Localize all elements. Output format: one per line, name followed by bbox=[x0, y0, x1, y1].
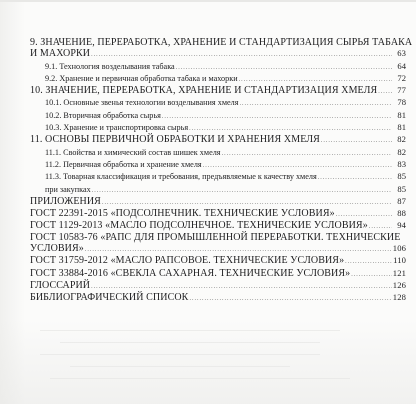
toc-leader-dots bbox=[239, 74, 392, 85]
toc-entry-title: ПРИЛОЖЕНИЯ bbox=[30, 195, 101, 207]
toc-entry-page: 64 bbox=[397, 60, 406, 71]
toc-leader-dots bbox=[351, 269, 392, 280]
toc-entry-gost-10583 bbox=[30, 233, 406, 243]
toc-entry-gost-33884 bbox=[30, 268, 406, 280]
toc-entry-title: ГОСТ 22391-2015 «ПОДСОЛНЕЧНИК. ТЕХНИЧЕСКИЕ УСЛОВИЯ» bbox=[30, 208, 335, 220]
toc-entry-page: 63 bbox=[397, 48, 406, 59]
toc-entry-title: 10. ЗНАЧЕНИЕ, ПЕРЕРАБОТКА, ХРАНЕНИЕ И СТАНДАРТИЗАЦИЯ ХМЕЛЯ bbox=[30, 85, 378, 97]
toc-entry-title: И МАХОРКИ bbox=[30, 48, 91, 60]
toc-entry-gost-10583-cont bbox=[30, 243, 406, 255]
toc-entry-10-1 bbox=[30, 97, 406, 109]
toc-entry-11-3-cont bbox=[30, 184, 406, 196]
toc-entry-page: 126 bbox=[392, 279, 406, 290]
toc-leader-dots bbox=[318, 172, 392, 183]
toc-entry-title: ГОСТ 10583-76 «РАПС ДЛЯ ПРОМЫШЛЕННОЙ ПЕРЕРАБОТКИ. ТЕХНИЧЕСКИЕ bbox=[30, 231, 401, 243]
toc-entry-title: 11. ОСНОВЫ ПЕРВИЧНОЙ ОБРАБОТКИ И ХРАНЕНИЯ ХМЕЛЯ bbox=[30, 134, 320, 146]
toc-entry-11-1 bbox=[30, 147, 406, 159]
toc-entry-page: 81 bbox=[397, 109, 406, 120]
toc-entry-page: 83 bbox=[397, 158, 406, 169]
toc-leader-dots bbox=[240, 98, 392, 109]
toc-leader-dots bbox=[91, 281, 392, 292]
toc-entry-title: 11.1. Свойства и химический состав шишек хмеля bbox=[45, 147, 221, 157]
toc-entry-9-cont bbox=[30, 48, 406, 60]
toc-entry-gost-1129 bbox=[30, 220, 406, 232]
toc-entry-title: 10.2. Вторичная обработка сырья bbox=[45, 110, 161, 120]
toc-leader-dots bbox=[321, 135, 392, 146]
toc-entry-title: 9. ЗНАЧЕНИЕ, ПЕРЕРАБОТКА, ХРАНЕНИЕ И СТАНДАРТИЗАЦИЯ СЫРЬЯ ТАБАКА bbox=[30, 37, 413, 48]
toc-entry-page: 110 bbox=[393, 255, 406, 266]
toc-leader-dots bbox=[222, 148, 392, 159]
toc-entry-title: ГОСТ 33884-2016 «СВЕКЛА САХАРНАЯ. ТЕХНИЧЕСКИЕ УСЛОВИЯ» bbox=[30, 267, 351, 279]
toc-entry-title: 11.2. Первичная обработка и хранение хмеля bbox=[45, 159, 202, 169]
toc-entry-page: 87 bbox=[397, 195, 406, 206]
toc-entry-page: 77 bbox=[397, 85, 406, 96]
toc-entry-page: 106 bbox=[392, 243, 406, 254]
toc-entry-11-2 bbox=[30, 159, 406, 171]
page-bottom-shadow bbox=[0, 320, 416, 404]
toc-entry-11 bbox=[30, 134, 406, 146]
toc-entry-page: 121 bbox=[392, 267, 406, 278]
toc-entry-appendices bbox=[30, 196, 406, 208]
toc-entry-9-1 bbox=[30, 61, 406, 73]
toc-entry-title: при закупках bbox=[45, 184, 91, 194]
toc-entry-title: 10.1. Основные звенья технологии возделывания хмеля bbox=[45, 98, 239, 108]
toc-entry-page: 78 bbox=[397, 97, 406, 108]
table-of-contents bbox=[30, 37, 413, 305]
toc-entry-page: 85 bbox=[397, 171, 406, 182]
toc-leader-dots bbox=[85, 244, 392, 255]
toc-leader-dots bbox=[336, 209, 392, 220]
toc-entry-page: 128 bbox=[392, 292, 406, 303]
toc-entry-page: 85 bbox=[397, 183, 406, 194]
toc-entry-page: 72 bbox=[397, 72, 406, 83]
toc-entry-title: 10.3. Хранение и транспортировка сырья bbox=[45, 123, 189, 133]
toc-entry-title: 9.1. Технология возделывания табака bbox=[45, 61, 175, 71]
toc-entry-title: ГОСТ 1129-2013 «МАСЛО ПОДСОЛНЕЧНОЕ. ТЕХНИЧЕСКИЕ УСЛОВИЯ» bbox=[30, 220, 368, 232]
toc-entry-page: 88 bbox=[397, 208, 406, 219]
toc-entry-glossary bbox=[30, 280, 406, 292]
toc-leader-dots bbox=[92, 185, 392, 196]
toc-entry-10-2 bbox=[30, 110, 406, 122]
toc-entry-page: 82 bbox=[397, 134, 406, 145]
toc-leader-dots bbox=[203, 160, 392, 171]
toc-leader-dots bbox=[91, 49, 392, 60]
page-top-edge bbox=[0, 0, 416, 2]
toc-entry-title: УСЛОВИЯ» bbox=[30, 243, 84, 255]
toc-entry-9 bbox=[30, 37, 413, 48]
toc-leader-dots bbox=[162, 111, 392, 122]
toc-entry-page: 94 bbox=[397, 220, 406, 231]
toc-leader-dots bbox=[345, 256, 392, 267]
toc-leader-dots bbox=[176, 62, 392, 73]
toc-entry-page: 82 bbox=[397, 146, 406, 157]
toc-leader-dots bbox=[189, 123, 392, 134]
toc-entry-title: 9.2. Хранение и первичная обработка табака и махорки bbox=[45, 73, 238, 83]
toc-entry-10 bbox=[30, 85, 406, 97]
toc-entry-title: ГОСТ 31759-2012 «МАСЛО РАПСОВОЕ. ТЕХНИЧЕСКИЕ УСЛОВИЯ» bbox=[30, 255, 345, 267]
toc-entry-title: 11.3. Товарная классификация и требования, предъявляемые к качеству хмеля bbox=[45, 172, 317, 182]
toc-entry-gost-22391 bbox=[30, 208, 406, 220]
toc-entry-10-3 bbox=[30, 122, 406, 134]
toc-entry-title: БИБЛИОГРАФИЧЕСКИЙ СПИСОК bbox=[30, 292, 189, 304]
toc-entry-page: 81 bbox=[397, 122, 406, 133]
toc-leader-dots bbox=[102, 197, 392, 208]
toc-entry-bibliography bbox=[30, 292, 406, 304]
toc-entry-title: ГЛОССАРИЙ bbox=[30, 279, 91, 291]
toc-entry-11-3 bbox=[30, 171, 406, 183]
toc-entry-gost-31759 bbox=[30, 255, 406, 267]
toc-entry-9-2 bbox=[30, 73, 406, 85]
toc-leader-dots bbox=[189, 293, 391, 304]
toc-leader-dots bbox=[378, 86, 392, 97]
